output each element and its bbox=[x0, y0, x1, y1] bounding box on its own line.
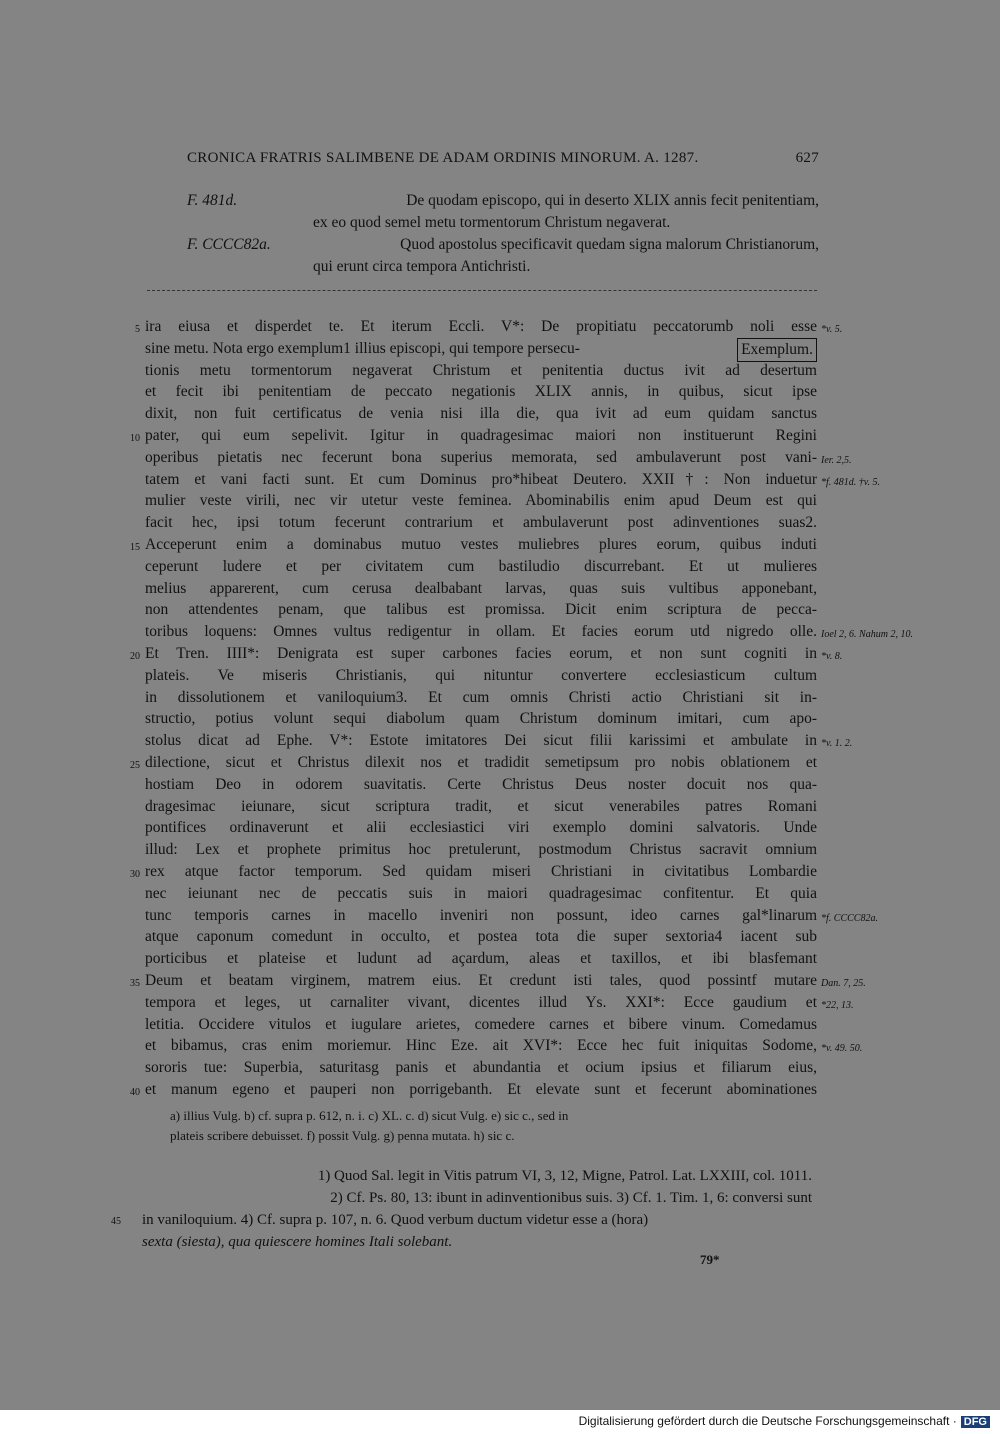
line-text: tatem et vani facti sunt. Et cum Dominus pro*hibeat Deutero. XXII†: Non induetur bbox=[145, 470, 817, 488]
text-line bbox=[145, 490, 817, 512]
margin-reference: Ioel 2, 6. Nahum 2, 10. bbox=[821, 629, 913, 641]
margin-reference: *v. 1. 2. bbox=[821, 738, 853, 750]
text-line bbox=[145, 381, 817, 403]
text-line bbox=[145, 839, 817, 861]
text-line bbox=[145, 796, 817, 818]
margin-reference: *v. 5. bbox=[821, 324, 843, 335]
text-line bbox=[130, 752, 817, 774]
chapter-headings bbox=[187, 190, 819, 278]
line-text: sine metu. Nota ergo exemplum1 illius episcopi, qui tempore persecu- bbox=[145, 339, 580, 357]
note-line: 1) Quod Sal. legit in Vitis patrum VI, 3, 12, Migne, Patrol. Lat. LXXIII, col. 1011. bbox=[317, 1168, 812, 1184]
line-text: porticibus et plateise et ludunt ad açardum, aleas et taxillos, et ibi blasfemant bbox=[145, 950, 817, 968]
heading-ref: F. 481d. bbox=[187, 192, 238, 209]
line-text: rex atque factor temporum. Sed quidam miseri Christiani in civitatibus Lombardie bbox=[145, 862, 817, 880]
text-line bbox=[145, 512, 817, 534]
text-line bbox=[145, 817, 817, 839]
text-line bbox=[145, 905, 878, 927]
text-line bbox=[145, 1035, 863, 1057]
text-line bbox=[135, 316, 843, 338]
margin-reference: *f. 481d. †v. 5. bbox=[821, 476, 880, 488]
text-line bbox=[130, 643, 843, 665]
margin-reference: Ier. 2,5. bbox=[821, 454, 852, 466]
line-text: pater, qui eum sepelivit. Igitur in quadragesimac maiori non instituerunt Regini bbox=[145, 426, 817, 444]
text-line bbox=[145, 556, 817, 578]
line-text: ceperunt ludere et per civitatem cum bastiludio discurrebant. Et ut mulieres bbox=[145, 557, 817, 575]
text-line bbox=[145, 926, 817, 948]
dfg-credit bbox=[579, 1414, 990, 1428]
margin-reference: *v. 8. bbox=[821, 650, 843, 662]
line-text: sororis tue: Superbia, saturitasg panis et abundantia et ocium ipsius et filiarum eius, bbox=[145, 1059, 817, 1077]
margin-reference: *f. CCCC82a. bbox=[821, 912, 878, 924]
heading-ref: F. CCCC82a. bbox=[187, 236, 271, 253]
text-line bbox=[145, 730, 853, 752]
text-line bbox=[130, 1079, 817, 1101]
signature-mark: 79* bbox=[700, 1252, 720, 1267]
text-line bbox=[145, 469, 880, 491]
text-line bbox=[145, 1014, 817, 1036]
text-line bbox=[145, 687, 817, 709]
line-text: illud: Lex et prophete primitus hoc pretulerunt, postmodum Christus sacravit omnium bbox=[145, 841, 817, 859]
margin-reference: *v. 49. 50. bbox=[821, 1043, 863, 1055]
note-line: sexta (siesta), qua quiescere homines Itali solebant. bbox=[142, 1234, 453, 1250]
line-number: 20 bbox=[130, 650, 140, 662]
footer-bar bbox=[0, 1410, 1000, 1434]
line-text: letitia. Occidere vitulos et iugulare arietes, comedere carnes et bibere vinum. Comedamus bbox=[145, 1015, 817, 1033]
line-text: stolus dicat ad Ephe. V*: Estote imitatores Dei sicut filii karissimi et ambulate in bbox=[145, 732, 817, 750]
line-number: 10 bbox=[130, 432, 140, 444]
heading-text: qui erunt circa tempora Antichristi. bbox=[313, 258, 531, 275]
line-number: 30 bbox=[130, 868, 140, 880]
text-line bbox=[145, 948, 817, 970]
line-text: tunc temporis carnes in macello inveniri non possunt, ideo carnes gal*linarum bbox=[145, 906, 817, 924]
heading-text: Quod apostolus specificavit quedam signa malorum Christianorum, bbox=[400, 236, 819, 253]
line-text: hostiam Deo in odorem suavitatis. Certe Christus Deus noster docuit nos qua- bbox=[145, 775, 817, 793]
heading-line bbox=[187, 234, 819, 256]
line-text: plateis. Ve miseris Christianis, qui nituntur convertere ecclesiasticum cultum bbox=[145, 666, 817, 684]
critical-apparatus bbox=[170, 1106, 812, 1146]
text-line bbox=[145, 992, 854, 1014]
running-head-title: CRONICA FRATRIS SALIMBENE DE ADAM ORDINIS MINORUM. A. 1287. bbox=[187, 150, 699, 166]
note-line: in vaniloquium. 4) Cf. supra p. 107, n. 6. Quod verbum ductum videtur esse a (hora) bbox=[142, 1212, 649, 1228]
line-number: 40 bbox=[130, 1086, 140, 1098]
explanatory-notes bbox=[111, 1165, 812, 1253]
heading-line bbox=[187, 256, 819, 278]
line-text: atque caponum comedunt in occulto, et postea tota die super sextoria4 iacent sub bbox=[145, 928, 817, 946]
text-line bbox=[130, 861, 817, 883]
line-text: facit hec, ipsi totum fecerunt contrarium et ambulaverunt post adinventiones suas2. bbox=[145, 514, 817, 532]
heading-line bbox=[187, 190, 819, 212]
line-number: 15 bbox=[130, 541, 140, 553]
line-text: et manum egeno et pauperi non porrigebanth. Et elevate sunt et fecerunt abominationes bbox=[145, 1080, 817, 1098]
line-text: nec ieiunant nec de peccatis suis in maiori quadragesimac confitentur. Et quia bbox=[145, 884, 817, 902]
text-line bbox=[145, 774, 817, 796]
text-line bbox=[145, 1057, 817, 1079]
line-number: 35 bbox=[130, 977, 140, 989]
text-line bbox=[145, 621, 913, 643]
text-line bbox=[130, 970, 866, 992]
line-text: tempora et leges, ut carnaliter vivant, dicentes illud Ys. XXI*: Ecce gaudium et bbox=[145, 993, 817, 1011]
text-line bbox=[145, 338, 817, 360]
line-text: in dissolutionem et vaniloquium3. Et cum omnis Christi actio Christiani sit in- bbox=[145, 688, 817, 706]
line-number: 5 bbox=[135, 324, 140, 335]
line-text: toribus loquens: Omnes vultus redigentur in ollam. Et facies eorum utd nigredo olle. bbox=[145, 623, 817, 641]
text-line bbox=[145, 599, 817, 621]
page-number: 627 bbox=[795, 150, 819, 166]
main-text bbox=[130, 316, 913, 1101]
text-line bbox=[145, 708, 817, 730]
line-text: Et Tren. IIII*: Denigrata est super carbones facies eorum, et non sunt cogniti in bbox=[145, 644, 817, 662]
line-text: structio, potius volunt sequi diabolum quam Christum dominum imitari, cum apo- bbox=[145, 710, 817, 728]
line-text: et bibamus, cras enim moriemur. Hinc Eze. ait XVI*: Ecce hec fuit iniquitas Sodome, bbox=[145, 1037, 817, 1055]
heading-text: De quodam episcopo, qui in deserto XLIX annis fecit penitentiam, bbox=[406, 192, 819, 209]
line-text: mulier veste virili, nec vir utetur veste feminea. Abominabilis enim apud Deum est qui bbox=[145, 492, 817, 510]
line-text: dragesimac ieiunare, sicut scriptura tradit, et sicut venerabiles patres Romani bbox=[145, 797, 817, 815]
line-text: Deum et beatam virginem, matrem eius. Et credunt isti tales, quod possintf mutare bbox=[145, 971, 817, 989]
line-text: et fecit ibi penitentiam de peccato negationis XLIX annis, in quibus, sicut ipse bbox=[145, 383, 817, 401]
marginal-box-label: Exemplum. bbox=[737, 338, 817, 362]
text-line bbox=[130, 534, 817, 556]
dfg-logo: DFG bbox=[961, 1416, 990, 1428]
text-line bbox=[145, 665, 817, 687]
heading-text: ex eo quod semel metu tormentorum Christum negaverat. bbox=[313, 214, 671, 231]
text-line bbox=[130, 425, 817, 447]
line-number: 25 bbox=[130, 759, 140, 771]
text-line bbox=[145, 883, 817, 905]
margin-reference: Dan. 7, 25. bbox=[821, 977, 866, 989]
footer-text: Digitalisierung gefördert durch die Deutsche Forschungsgemeinschaft · bbox=[578, 1414, 957, 1428]
text-line bbox=[145, 578, 817, 600]
line-text: ira eiusa et disperdet te. Et iterum Eccli. V*: De propitiatu peccatorumb noli esse bbox=[145, 318, 817, 335]
line-text: Acceperunt enim a dominabus mutuo vestes muliebres plures eorum, quibus induti bbox=[145, 535, 817, 553]
text-line bbox=[145, 447, 852, 469]
line-text: melius apparerent, cum cerusa dealbabant larvas, quas suis vultibus apponebant, bbox=[145, 579, 817, 597]
line-number: 45 bbox=[111, 1216, 121, 1227]
line-text: dixit, non fuit certificatus de venia nisi illa die, qua ivit ad eum quidam sanctus bbox=[145, 405, 817, 423]
margin-reference: *22, 13. bbox=[821, 999, 854, 1011]
apparatus-line: a) illius Vulg. b) cf. supra p. 612, n. i. c) XL. c. d) sicut Vulg. e) sic c., sed in bbox=[170, 1108, 569, 1123]
text-line bbox=[145, 403, 817, 425]
line-text: dilectione, sicut et Christus dilexit nos et tradidit semetipsum pro nobis oblationem et bbox=[145, 753, 817, 771]
separator-rule bbox=[147, 290, 817, 291]
apparatus-line: plateis scribere debuisset. f) possit Vulg. g) penna mutata. h) sic c. bbox=[170, 1128, 515, 1143]
line-text: tionis metu tormentorum negaverat Christum et penitentia ductus ivit ad desertum bbox=[145, 361, 817, 379]
note-line: 2) Cf. Ps. 80, 13: ibunt in adinventionibus suis. 3) Cf. 1. Tim. 1, 6: conversi sunt bbox=[330, 1190, 812, 1206]
line-text: operibus pietatis nec fecerunt bona superius memorata, sed ambulaverunt post vani- bbox=[145, 448, 817, 466]
text-line bbox=[145, 360, 817, 382]
heading-line bbox=[187, 212, 819, 234]
line-text: non attendentes penam, que talibus est promissa. Dicit enim scriptura de pecca- bbox=[145, 601, 817, 619]
line-text: pontifices ordinaverunt et alii ecclesiastici viri exemplo domini salvatoris. Unde bbox=[145, 819, 817, 837]
